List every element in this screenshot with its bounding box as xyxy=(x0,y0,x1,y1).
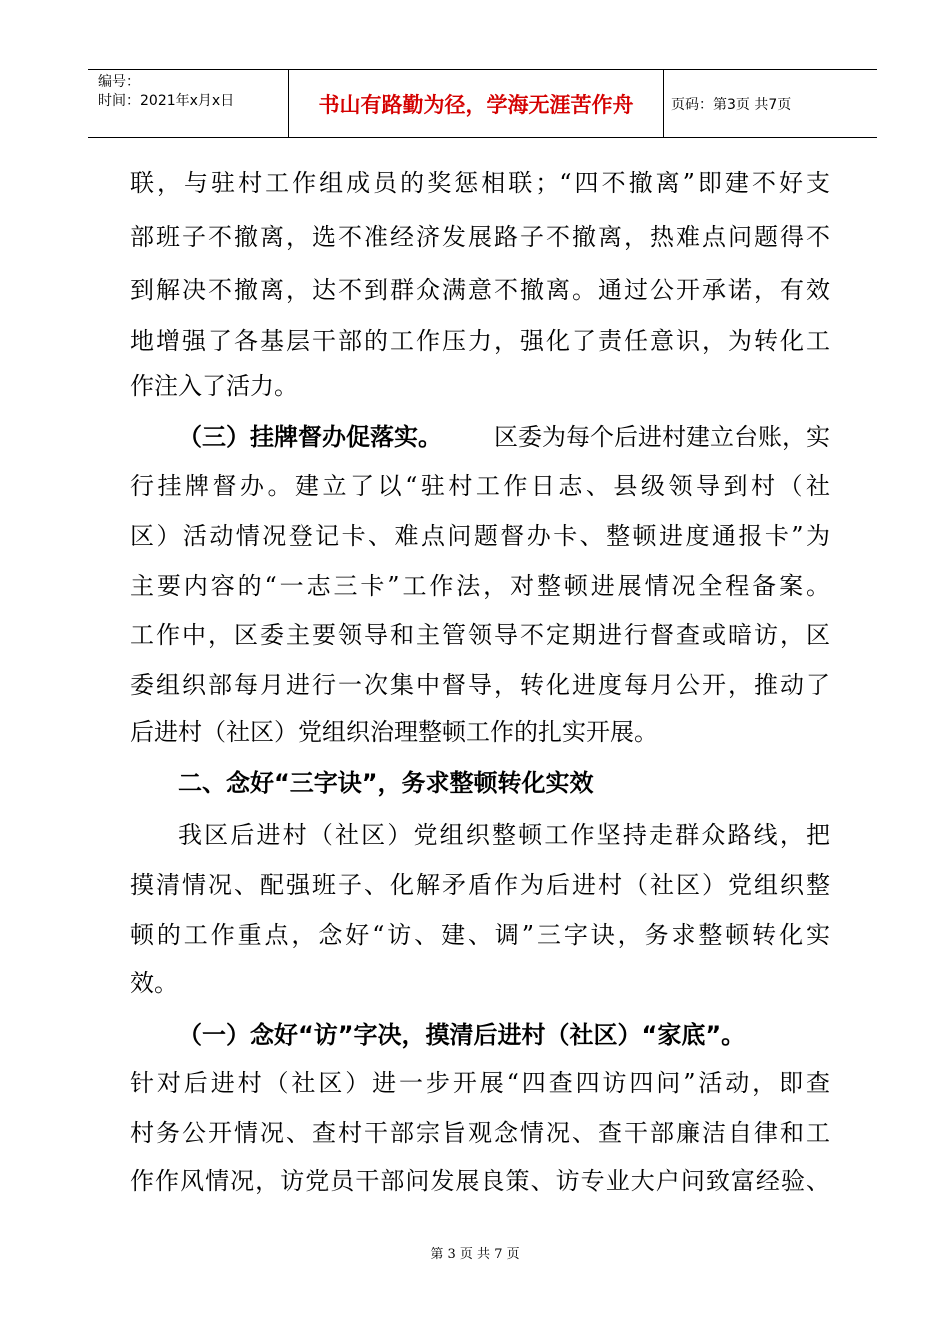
body-line: 后进村（社区）党组织治理整顿工作的扎实开展。 xyxy=(130,718,658,746)
body-line: 联，与驻村工作组成员的奖惩相联；“四不撤离”即建不好支 xyxy=(130,169,830,197)
body-line: 主要内容的“一志三卡”工作法，对整顿进展情况全程备案。 xyxy=(130,572,830,600)
page-footer: 第 3 页 共 7 页 xyxy=(430,1247,520,1262)
body-line: 工作中，区委主要领导和主管领导不定期进行督查或暗访，区 xyxy=(130,621,830,649)
document-header xyxy=(88,69,877,138)
body-line: 委组织部每月进行一次集中督导，转化进度每月公开，推动了 xyxy=(130,671,830,699)
body-line: 村务公开情况、查村干部宗旨观念情况、查干部廉洁自律和工 xyxy=(130,1119,830,1147)
body-line: 行挂牌督办。建立了以“驻村工作日志、县级领导到村（社 xyxy=(130,472,830,500)
body-line: 摸清情况、配强班子、化解矛盾作为后进村（社区）党组织整 xyxy=(130,871,830,899)
body-line-rest: 区委为每个后进村建立台账，实 xyxy=(494,423,830,451)
body-line: 作注入了活力。 xyxy=(130,372,298,400)
body-line: 我区后进村（社区）党组织整顿工作坚持走群众路线，把 xyxy=(178,821,830,849)
body-line: 地增强了各基层干部的工作压力，强化了责任意识，为转化工 xyxy=(130,327,830,355)
subheading-3: （三）挂牌督办促落实。 xyxy=(178,423,442,451)
number-label: 编号： xyxy=(98,74,140,90)
body-line: 区）活动情况登记卡、难点问题督办卡、整顿进度通报卡”为 xyxy=(130,522,830,550)
time-label: 时间：2021年x月x日 xyxy=(98,93,235,109)
page-code: 页码：第3页 共7页 xyxy=(671,97,792,113)
paragraph-first-line xyxy=(178,422,830,452)
body-line: 到解决不撤离，达不到群众满意不撤离。通过公开承诺，有效 xyxy=(130,276,830,304)
body-line: 效。 xyxy=(130,969,178,997)
subheading-1: （一）念好“访”字决，摸清后进村（社区）“家底”。 xyxy=(178,1021,746,1049)
motto: 书山有路勤为径，学海无涯苦作舟 xyxy=(318,93,634,117)
header-motto-cell xyxy=(288,70,664,137)
body-line: 顿的工作重点，念好“访、建、调”三字诀，务求整顿转化实 xyxy=(130,921,830,949)
section-heading: 二、念好“三字诀”，务求整顿转化实效 xyxy=(178,769,594,797)
header-page-cell xyxy=(663,70,877,137)
body-line: 作作风情况，访党员干部问发展良策、访专业大户问致富经验、 xyxy=(130,1167,830,1195)
body-line: 针对后进村（社区）进一步开展“四查四访四问”活动，即查 xyxy=(130,1069,830,1097)
body-line: 部班子不撤离，选不准经济发展路子不撤离，热难点问题得不 xyxy=(130,223,830,251)
header-meta-cell xyxy=(88,70,288,137)
